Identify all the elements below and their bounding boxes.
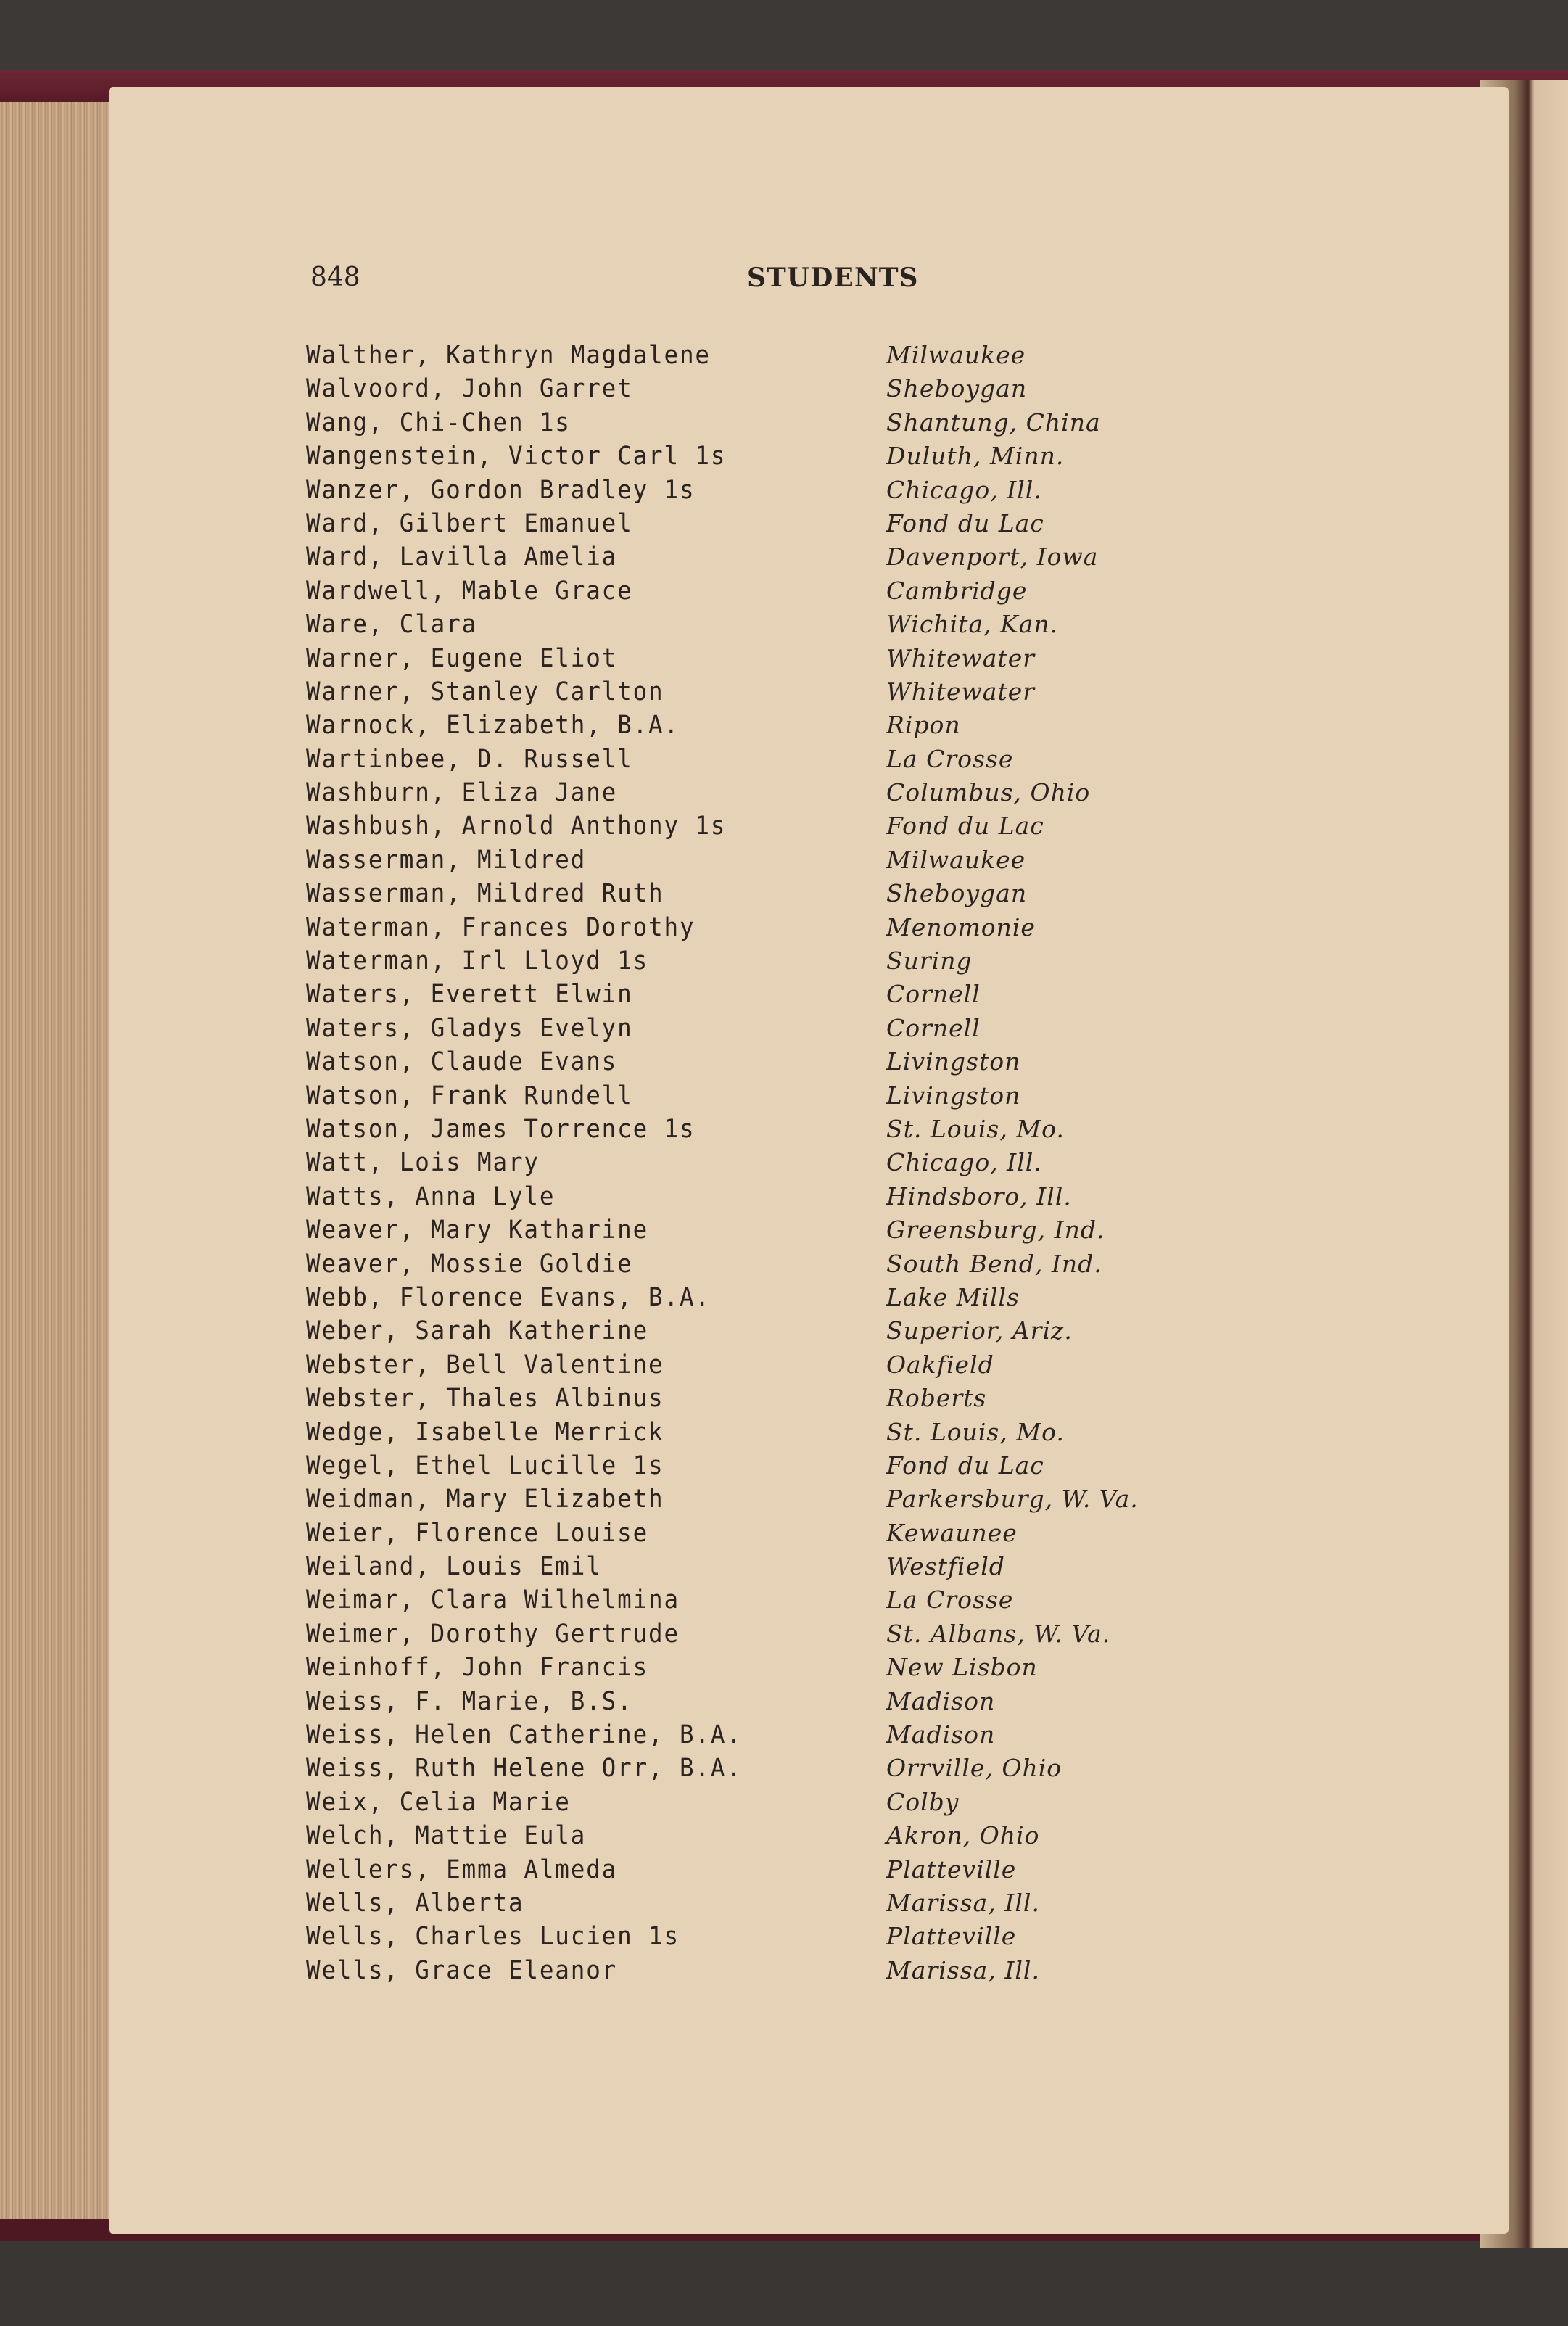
student-name: Wasserman, Mildred — [306, 845, 587, 875]
student-name: Weimar, Clara Wilhelmina — [306, 1585, 680, 1615]
list-item — [306, 1685, 1249, 1718]
list-item — [306, 1449, 1249, 1482]
list-item — [306, 474, 1249, 507]
list-item — [306, 1517, 1249, 1550]
student-hometown: Fond du Lac — [886, 508, 1044, 537]
student-name: Waters, Gladys Evelyn — [306, 1013, 633, 1043]
student-hometown: Colby — [886, 1787, 960, 1816]
list-item — [306, 709, 1249, 742]
student-hometown: Platteville — [886, 1922, 1017, 1951]
student-hometown: Cambridge — [886, 576, 1028, 605]
student-name: Washburn, Eliza Jane — [306, 778, 618, 808]
student-name: Watson, James Torrence 1s — [306, 1114, 696, 1144]
list-item — [306, 1281, 1249, 1314]
student-name: Wells, Grace Eleanor — [306, 1955, 618, 1985]
student-name: Warner, Stanley Carlton — [306, 677, 664, 706]
student-hometown: Davenport, Iowa — [886, 543, 1099, 572]
student-hometown: Greensburg, Ind. — [886, 1216, 1105, 1245]
list-item — [306, 743, 1249, 776]
list-item — [306, 1617, 1249, 1651]
list-item — [306, 675, 1249, 709]
list-item — [306, 1382, 1249, 1415]
list-item — [306, 608, 1249, 641]
student-name: Wells, Charles Lucien 1s — [306, 1922, 680, 1952]
list-item — [306, 540, 1249, 574]
student-hometown: Livingston — [886, 1081, 1021, 1110]
student-hometown: La Crosse — [886, 744, 1014, 773]
list-item — [306, 978, 1249, 1011]
list-item — [306, 1886, 1249, 1920]
list-item — [306, 574, 1249, 608]
student-hometown: Lake Mills — [886, 1282, 1020, 1311]
student-hometown: Oakfield — [886, 1350, 994, 1379]
student-name: Wardwell, Mable Grace — [306, 576, 633, 606]
student-name: Waterman, Irl Lloyd 1s — [306, 947, 649, 976]
student-hometown: Cornell — [886, 1013, 981, 1042]
student-hometown: Westfield — [886, 1552, 1005, 1581]
list-item — [306, 911, 1249, 944]
student-hometown: Columbus, Ohio — [886, 778, 1091, 807]
list-item — [306, 1954, 1249, 1987]
student-hometown: Wichita, Kan. — [886, 610, 1059, 639]
student-name: Wanzer, Gordon Bradley 1s — [306, 475, 696, 505]
student-name: Weiland, Louis Emil — [306, 1552, 602, 1582]
student-name: Watts, Anna Lyle — [306, 1181, 556, 1211]
student-hometown: Akron, Ohio — [886, 1821, 1040, 1850]
student-name: Wells, Alberta — [306, 1888, 524, 1918]
student-name: Welch, Mattie Eula — [306, 1821, 587, 1851]
student-hometown: South Bend, Ind. — [886, 1249, 1102, 1278]
student-hometown: Milwaukee — [886, 845, 1026, 874]
student-hometown: Superior, Ariz. — [886, 1316, 1073, 1345]
student-hometown: St. Louis, Mo. — [886, 1114, 1065, 1143]
student-name: Weaver, Mossie Goldie — [306, 1249, 633, 1279]
student-name: Washbush, Arnold Anthony 1s — [306, 812, 727, 841]
student-hometown: St. Albans, W. Va. — [886, 1619, 1111, 1648]
list-item — [306, 1213, 1249, 1247]
student-name: Weier, Florence Louise — [306, 1518, 649, 1548]
student-hometown: Kewaunee — [886, 1518, 1018, 1547]
student-hometown: Cornell — [886, 980, 981, 1009]
student-hometown: Whitewater — [886, 643, 1036, 672]
student-hometown: Roberts — [886, 1384, 987, 1413]
student-hometown: Chicago, Ill. — [886, 1148, 1042, 1177]
student-name: Weimer, Dorothy Gertrude — [306, 1619, 680, 1649]
student-hometown: Orrville, Ohio — [886, 1754, 1062, 1783]
student-name: Ward, Gilbert Emanuel — [306, 508, 633, 538]
list-item — [306, 1416, 1249, 1449]
list-item — [306, 440, 1249, 473]
student-hometown: Suring — [886, 947, 973, 976]
list-item — [306, 1853, 1249, 1886]
list-item — [306, 1550, 1249, 1583]
student-hometown: St. Louis, Mo. — [886, 1417, 1065, 1446]
student-name: Weinhoff, John Francis — [306, 1653, 649, 1683]
student-list — [306, 339, 1249, 1987]
list-item — [306, 1819, 1249, 1852]
student-name: Wegel, Ethel Lucille 1s — [306, 1451, 664, 1480]
student-name: Weix, Celia Marie — [306, 1787, 571, 1817]
student-hometown: Shantung, China — [886, 408, 1101, 437]
list-item — [306, 1651, 1249, 1684]
student-name: Weidman, Mary Elizabeth — [306, 1485, 664, 1514]
student-name: Weiss, Helen Catherine, B.A. — [306, 1720, 742, 1750]
student-name: Ward, Lavilla Amelia — [306, 543, 618, 572]
student-hometown: Chicago, Ill. — [886, 475, 1042, 504]
student-hometown: Madison — [886, 1686, 996, 1715]
page-number: 848 — [310, 263, 360, 292]
list-item — [306, 1146, 1249, 1179]
student-hometown: Fond du Lac — [886, 1451, 1044, 1480]
student-name: Walvoord, John Garret — [306, 374, 633, 404]
list-item — [306, 1482, 1249, 1516]
student-hometown: Parkersburg, W. Va. — [886, 1485, 1139, 1514]
list-item — [306, 372, 1249, 405]
student-name: Weiss, F. Marie, B.S. — [306, 1686, 633, 1716]
student-hometown: Marissa, Ill. — [886, 1888, 1040, 1917]
student-name: Weaver, Mary Katharine — [306, 1216, 649, 1245]
list-item — [306, 877, 1249, 910]
list-item — [306, 642, 1249, 675]
list-item — [306, 1920, 1249, 1953]
student-hometown: Milwaukee — [886, 341, 1026, 369]
student-hometown: New Lisbon — [886, 1653, 1038, 1682]
list-item — [306, 1583, 1249, 1617]
list-item — [306, 1180, 1249, 1213]
list-item — [306, 339, 1249, 372]
student-hometown: Marissa, Ill. — [886, 1955, 1040, 1984]
list-item — [306, 1718, 1249, 1752]
student-name: Webb, Florence Evans, B.A. — [306, 1282, 711, 1312]
student-hometown: Menomonie — [886, 912, 1036, 941]
list-item — [306, 844, 1249, 877]
list-item — [306, 1045, 1249, 1079]
list-item — [306, 406, 1249, 440]
student-hometown: Platteville — [886, 1855, 1017, 1884]
student-name: Weber, Sarah Katherine — [306, 1316, 649, 1346]
student-name: Wang, Chi-Chen 1s — [306, 408, 571, 437]
student-name: Walther, Kathryn Magdalene — [306, 341, 711, 370]
list-item — [306, 1012, 1249, 1045]
student-name: Waterman, Frances Dorothy — [306, 912, 696, 942]
running-title: STUDENTS — [747, 263, 919, 293]
list-item — [306, 1786, 1249, 1819]
student-name: Wangenstein, Victor Carl 1s — [306, 442, 727, 471]
student-name: Webster, Thales Albinus — [306, 1384, 664, 1414]
student-hometown: Sheboygan — [886, 374, 1028, 403]
student-hometown: Fond du Lac — [886, 812, 1044, 841]
list-item — [306, 1079, 1249, 1113]
student-name: Weiss, Ruth Helene Orr, B.A. — [306, 1754, 742, 1783]
student-hometown: Duluth, Minn. — [886, 442, 1065, 471]
student-name: Wellers, Emma Almeda — [306, 1855, 618, 1884]
student-name: Wedge, Isabelle Merrick — [306, 1417, 664, 1447]
list-item — [306, 1247, 1249, 1281]
student-name: Watson, Frank Rundell — [306, 1081, 633, 1110]
student-hometown: Madison — [886, 1720, 996, 1749]
student-name: Waters, Everett Elwin — [306, 980, 633, 1010]
student-name: Warnock, Elizabeth, B.A. — [306, 711, 680, 741]
list-item — [306, 1348, 1249, 1382]
student-hometown: Ripon — [886, 711, 961, 740]
list-item — [306, 776, 1249, 809]
list-item — [306, 1752, 1249, 1785]
student-hometown: La Crosse — [886, 1585, 1014, 1614]
student-hometown: Livingston — [886, 1047, 1021, 1076]
list-item — [306, 1113, 1249, 1146]
list-item — [306, 944, 1249, 978]
list-item — [306, 507, 1249, 540]
student-hometown: Whitewater — [886, 677, 1036, 706]
student-name: Watson, Claude Evans — [306, 1047, 618, 1077]
student-name: Watt, Lois Mary — [306, 1148, 540, 1178]
student-hometown: Hindsboro, Ill. — [886, 1181, 1072, 1211]
student-name: Wartinbee, D. Russell — [306, 744, 633, 774]
student-name: Wasserman, Mildred Ruth — [306, 879, 664, 909]
student-name: Ware, Clara — [306, 610, 478, 640]
student-hometown: Sheboygan — [886, 879, 1028, 908]
list-item — [306, 809, 1249, 843]
list-item — [306, 1314, 1249, 1348]
student-name: Webster, Bell Valentine — [306, 1350, 664, 1379]
page-header — [0, 263, 1568, 299]
student-name: Warner, Eugene Eliot — [306, 643, 618, 673]
